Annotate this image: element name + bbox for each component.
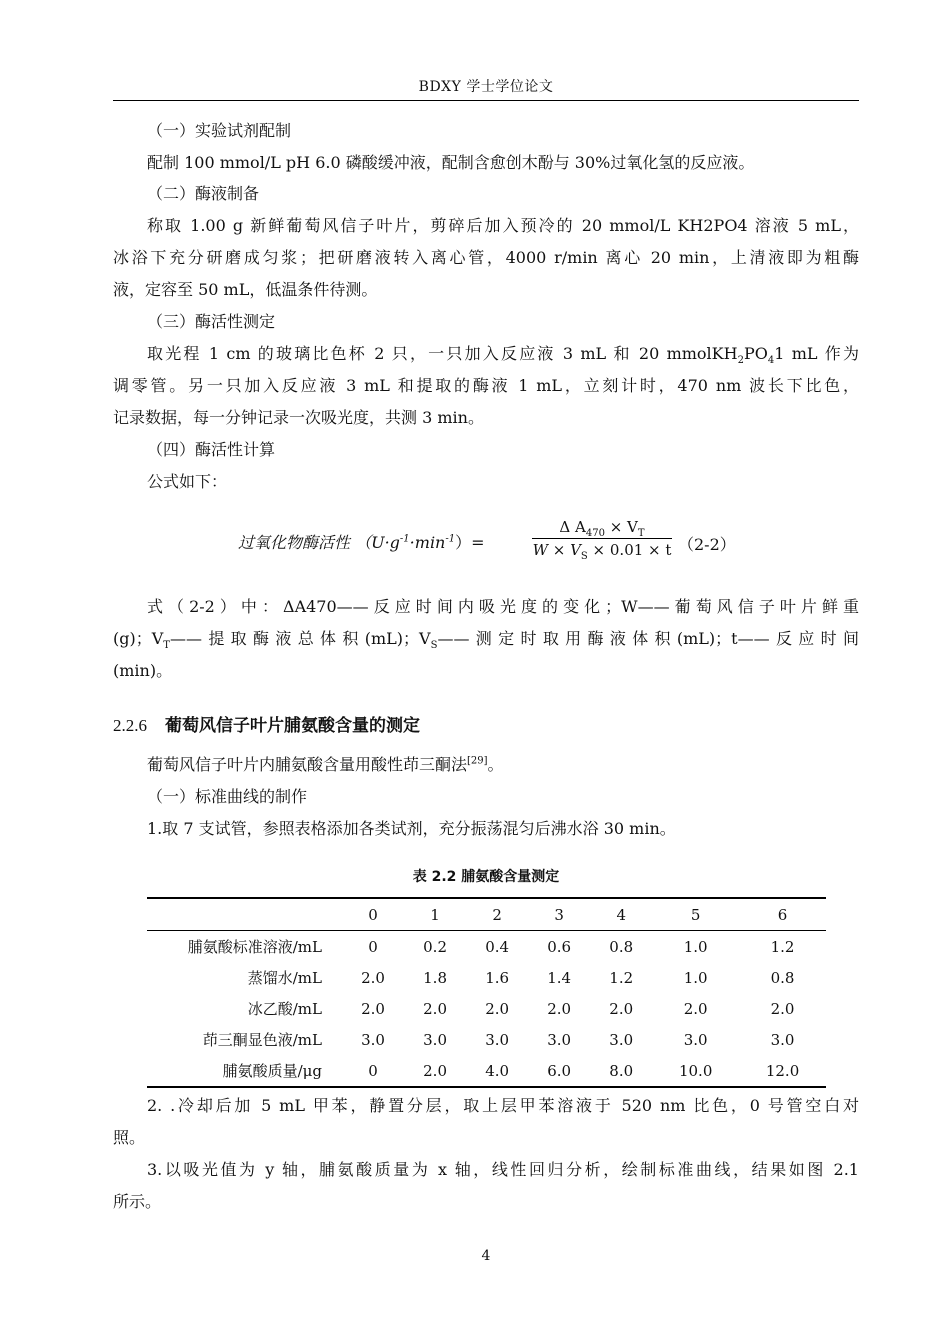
formula-intro: 公式如下：	[147, 472, 228, 491]
table-cell: 0.6	[547, 937, 572, 956]
table-row-label: 脯氨酸标准溶液/mL	[187, 938, 322, 956]
table-row-label: 脯氨酸质量/μg	[222, 1062, 322, 1080]
subheading-standard-curve: （一）标准曲线的制作	[147, 787, 308, 806]
page-number: 4	[481, 1248, 491, 1264]
section-heading	[113, 711, 420, 736]
table-cell: 1.6	[485, 968, 510, 987]
table-row	[147, 1055, 826, 1087]
paragraph-enzyme-prep-line2: 冰浴下充分研磨成匀浆；把研磨液转入离心管，4000 r/min 离心 20 min，上清液即为粗酶	[113, 248, 859, 267]
table-header-cell: 3	[554, 905, 564, 924]
table-cell: 6.0	[547, 1061, 572, 1080]
table-cell: 3.0	[423, 1030, 447, 1049]
table-cell: 1.4	[547, 968, 572, 987]
table-row	[147, 1024, 826, 1055]
table-header-cell	[147, 898, 342, 931]
table-cell: 1.2	[609, 968, 634, 987]
table-row	[147, 962, 826, 993]
formula-denominator: $W \times V_S \times 0.01 \times t$	[532, 541, 672, 562]
subheading-activity-assay: （三）酶活性测定	[147, 312, 276, 331]
table-cell: 3.0	[547, 1030, 572, 1049]
subheading-reagents: （一）实验试剂配制	[147, 121, 292, 140]
step-2-line1: 2. .冷却后加 5 mL 甲苯，静置分层，取上层甲苯溶液于 520 nm 比色，0 号管空白对	[147, 1096, 859, 1115]
table-cell: 2.0	[361, 968, 385, 987]
table-cell: 2.0	[547, 999, 572, 1018]
table-header-cell: 2	[492, 905, 502, 924]
table-cell: 0.8	[770, 968, 795, 987]
step-3-line1: 3.以吸光值为 y 轴，脯氨酸质量为 x 轴，线性回归分析，绘制标准曲线，结果如图 2.1	[147, 1160, 859, 1179]
table-row	[147, 931, 826, 963]
table-row-label: 茚三酮显色液/mL	[202, 1031, 322, 1049]
table-cell: 2.0	[770, 999, 795, 1018]
paragraph-enzyme-prep-line1: 称取 1.00 g 新鲜葡萄风信子叶片，剪碎后加入预冷的 20 mmol/L KH2PO4 溶液 5 mL，	[147, 216, 859, 235]
running-header: BDXY 学士学位论文	[418, 79, 554, 95]
table-cell: 2.0	[609, 999, 634, 1018]
paragraph-activity-assay-line1: 取光程 1 cm 的玻璃比色杯 2 只，一只加入反应液 3 mL 和 20 $mmolKH_2PO_41$ mL 作为	[147, 344, 859, 367]
table-header-cell: 4	[616, 905, 626, 924]
table-row-label: 冰乙酸/mL	[247, 1000, 322, 1018]
formula-lhs: 过氧化物酶活性 $(U\cdot g^{-1}\cdot\min^{-1})=$	[238, 533, 485, 552]
section-title: 葡萄风信子叶片脯氨酸含量的测定	[165, 716, 420, 736]
table-header-cell: 6	[777, 905, 788, 924]
header-rule	[113, 100, 859, 101]
paragraph-enzyme-prep-line3: 液，定容至 50 mL，低温条件待测。	[113, 280, 378, 299]
table-cell: 2.0	[423, 999, 447, 1018]
table-cell: 2.0	[485, 999, 510, 1018]
section-number: 2.2.6	[113, 716, 147, 735]
table-cell: 2.0	[683, 999, 708, 1018]
table-row-label: 蒸馏水/mL	[247, 969, 322, 987]
table-cell: 4.0	[485, 1061, 510, 1080]
paragraph-activity-assay-line3: 记录数据，每一分钟记录一次吸光度，共测 3 min。	[113, 408, 484, 427]
proline-table	[147, 897, 826, 1088]
paragraph-activity-assay-line2: 调零管。另一只加入反应液 3 mL 和提取的酶液 1 mL，立刻计时，470 nm 波长下比色，	[113, 376, 859, 395]
table-cell: 3.0	[485, 1030, 510, 1049]
step-3-line2: 所示。	[113, 1192, 162, 1211]
step-1: 1.取 7 支试管，参照表格添加各类试剂，充分振荡混匀后沸水浴 30 min。	[147, 819, 676, 838]
paragraph-reagents: 配制 100 mmol/L pH 6.0 磷酸缓冲液，配制含愈创木酚与 30%过氧化氢的反应液。	[147, 153, 755, 172]
table-header-cell: 0	[368, 905, 378, 924]
formula-explanation-line3: (min)。	[113, 661, 173, 680]
formula-explanation-line1: 式（2-2）中：ΔA470——反应时间内吸光度的变化；W——葡萄风信子叶片鲜重	[147, 597, 859, 616]
table-header-cell: 1	[430, 905, 440, 924]
table-cell: 10.0	[678, 1061, 713, 1080]
table-cell: 0	[368, 937, 378, 956]
table-cell: 8.0	[609, 1061, 634, 1080]
table-header-cell: 5	[690, 905, 701, 924]
table-header-row	[147, 898, 826, 931]
formula-explanation-line2: (g)；$V_T——$提取酶液总体积(mL)；$V_S——$测定时取用酶液体积(mL)；t——反应时间	[113, 629, 859, 652]
equation-number: （2-2）	[678, 535, 736, 554]
table-cell: 1.0	[683, 937, 708, 956]
step-2-line2: 照。	[113, 1128, 146, 1147]
table-cell: 3.0	[361, 1030, 385, 1049]
table-row	[147, 993, 826, 1024]
peroxidase-activity-formula	[238, 518, 798, 568]
table-caption: 表 2.2 脯氨酸含量测定	[412, 869, 560, 885]
formula-fraction	[532, 518, 672, 562]
table-cell: 3.0	[609, 1030, 634, 1049]
table-cell: 1.0	[683, 968, 708, 987]
table-cell: 0.2	[423, 937, 447, 956]
subheading-activity-calc: （四）酶活性计算	[147, 440, 276, 459]
table-cell: 2.0	[423, 1061, 447, 1080]
formula-numerator: Δ $A_{470} \times V_T$	[532, 518, 672, 539]
table-cell: 3.0	[770, 1030, 795, 1049]
paragraph-proline-method: 葡萄风信子叶片内脯氨酸含量用酸性茚三酮法[29]。	[147, 755, 504, 774]
table-cell: 1.2	[770, 937, 795, 956]
table-cell: 0.4	[485, 937, 510, 956]
table-cell: 3.0	[683, 1030, 708, 1049]
table-cell: 12.0	[765, 1061, 800, 1080]
table-cell: 0	[368, 1061, 378, 1080]
table-cell: 0.8	[609, 937, 634, 956]
table-cell: 1.8	[423, 968, 447, 987]
table-cell: 2.0	[361, 999, 385, 1018]
subheading-enzyme-prep: （二）酶液制备	[147, 184, 260, 203]
